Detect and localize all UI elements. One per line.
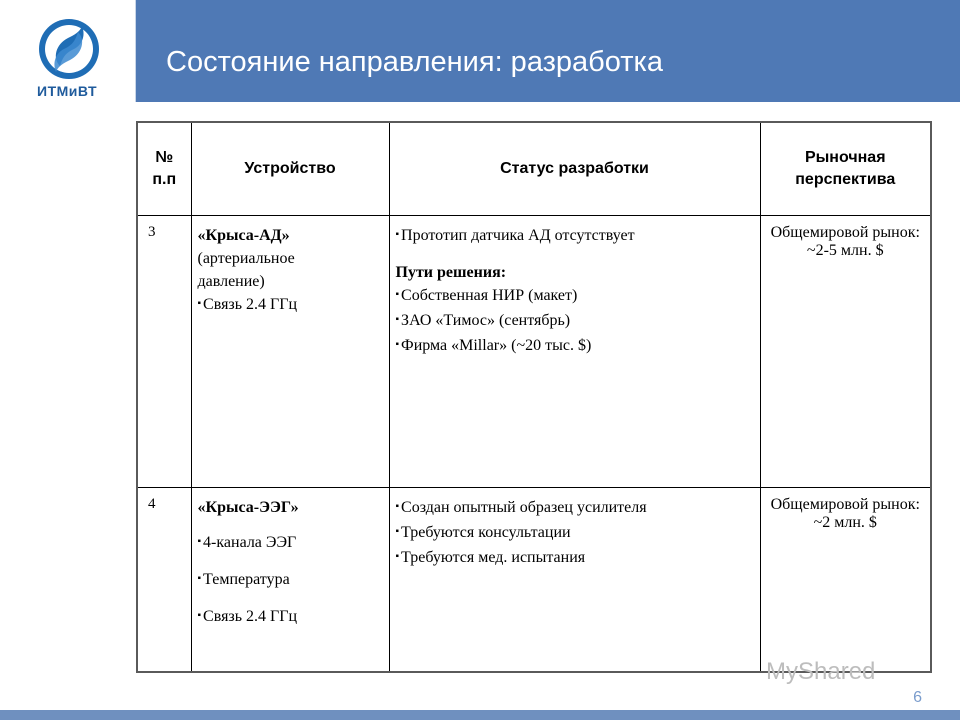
status-bullet: ▪ ЗАО «Тимос» (сентябрь)	[396, 309, 754, 334]
title-bar	[136, 0, 960, 102]
status-bullet: ▪ Требуются мед. испытания	[396, 546, 754, 571]
table-row	[137, 488, 931, 672]
device-name: «Крыса-АД»	[197, 227, 290, 244]
status-subhead: Пути решения:	[395, 264, 507, 281]
logo-area	[0, 0, 135, 102]
status-bullet: ▪ Создан опытный образец усилителя	[396, 496, 754, 521]
status-bullet: ▪ Фирма «Millar» (~20 тыс. $)	[396, 334, 754, 359]
page-number: 6	[913, 689, 922, 706]
header-device: Устройство	[191, 122, 389, 216]
market-cell: Общемировой рынок: ~2-5 млн. $	[760, 216, 931, 488]
header-num-line2: п.п	[152, 171, 177, 188]
device-bullet: ▪ Связь 2.4 ГГц	[198, 605, 383, 630]
header-market	[760, 122, 931, 216]
status-cell	[389, 488, 760, 672]
header-num-line1: №	[155, 149, 174, 166]
status-bullet: ▪ Собственная НИР (макет)	[396, 284, 754, 309]
watermark-text: MyShared	[766, 658, 876, 685]
logo-text: ИТМиВТ	[37, 83, 98, 99]
header-num	[137, 122, 191, 216]
device-name: «Крыса-ЭЭГ»	[197, 499, 299, 516]
header-status: Статус разработки	[389, 122, 760, 216]
slide-title: Состояние направления: разработка	[166, 46, 664, 78]
status-bullet: ▪ Требуются консультации	[396, 521, 754, 546]
device-bullet: ▪ Температура	[198, 568, 383, 593]
device-bullet: ▪ 4-канала ЭЭГ	[198, 531, 383, 556]
row-num: 3	[137, 216, 191, 488]
institute-logo-icon	[38, 18, 100, 80]
device-cell	[191, 488, 389, 672]
device-bullet: ▪ Связь 2.4 ГГц	[198, 293, 383, 318]
device-cell	[191, 216, 389, 488]
status-cell	[389, 216, 760, 488]
row-num: 4	[137, 488, 191, 672]
header-market-line2: перспектива	[795, 171, 896, 188]
footer-bar	[0, 710, 960, 720]
market-cell: Общемировой рынок: ~2 млн. $	[760, 488, 931, 672]
device-line: давление)	[197, 273, 265, 290]
table-header-row	[137, 122, 931, 216]
table-row	[137, 216, 931, 488]
device-line: (артериальное	[197, 250, 295, 267]
status-bullet: ▪ Прототип датчика АД отсутствует	[396, 224, 754, 249]
header-market-line1: Рыночная	[804, 149, 886, 166]
status-table	[136, 121, 932, 673]
